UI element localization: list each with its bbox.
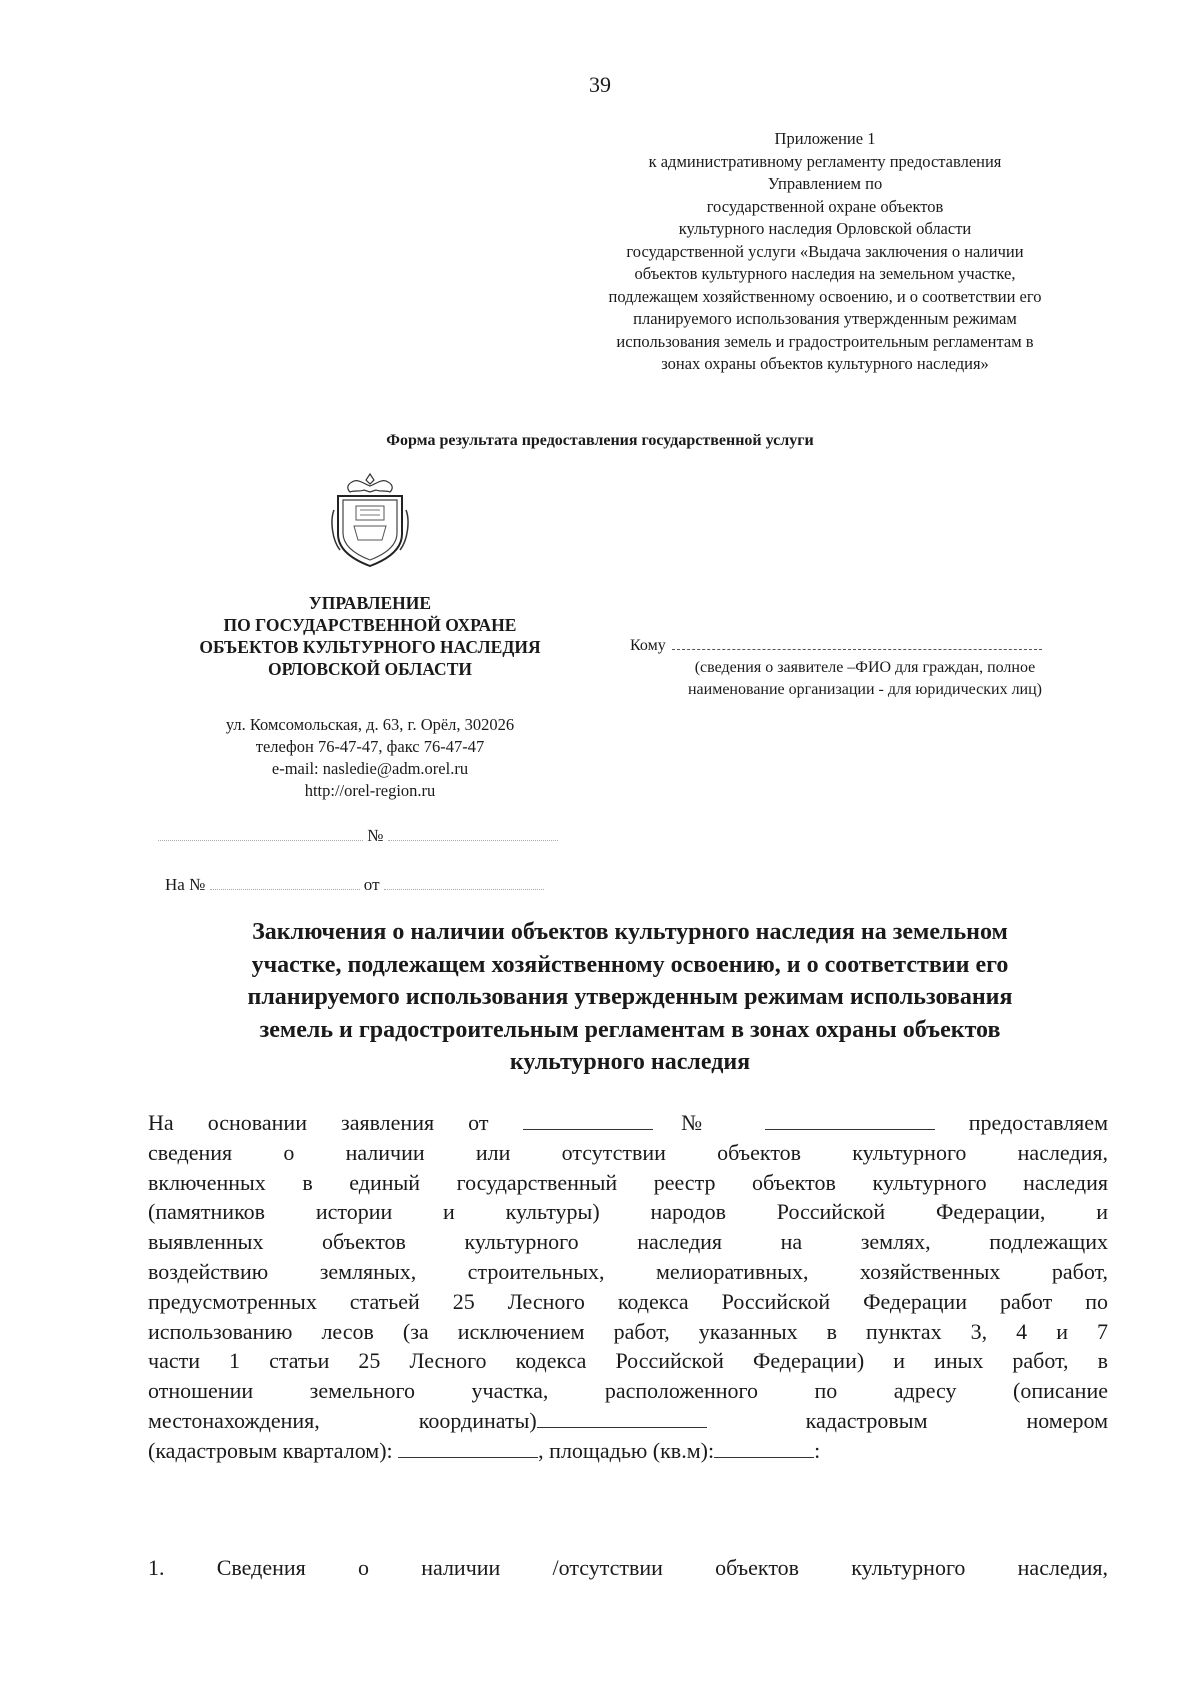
- organization-name-line: ПО ГОСУДАРСТВЕННОЙ ОХРАНЕ: [223, 615, 517, 635]
- coat-of-arms-icon: [330, 470, 410, 570]
- body-line: выявленных объектов культурного наследия на землях, подлежащих: [148, 1229, 1108, 1255]
- body-line: предусмотренных статьей 25 Лесного кодекса Российской Федерации работ по: [148, 1288, 1108, 1314]
- registration-line: [158, 826, 558, 846]
- area-blank[interactable]: [714, 1441, 814, 1458]
- recipient-note: наименование организации - для юридических лиц): [687, 681, 1043, 698]
- organization-name-line: ОРЛОВСКОЙ ОБЛАСТИ: [268, 659, 472, 679]
- title-line: культурного наследия: [509, 1049, 751, 1075]
- recipient-line: [630, 635, 1100, 657]
- address: ул. Комсомольская, д. 63, г. Орёл, 302026: [225, 715, 515, 734]
- appendix-line: объектов культурного наследия на земельном участке,: [634, 264, 1016, 283]
- title-line: земель и градостроительным регламентам в зонах охраны объектов: [259, 1016, 1001, 1043]
- appendix-line: государственной охране объектов: [706, 196, 944, 216]
- body-line: сведения о наличии или отсутствии объектов культурного наследия,: [148, 1139, 1108, 1165]
- body-line: использованию лесов (за исключением работ, указанных в пунктах 3, 4 и 7: [148, 1318, 1108, 1344]
- page-number: 39: [589, 72, 611, 97]
- number-sign: №: [367, 826, 384, 845]
- appendix-header: [560, 128, 1090, 376]
- form-caption: Форма результата предоставления государственной услуги: [386, 432, 814, 449]
- organization-name: [150, 592, 590, 680]
- number-blank[interactable]: [388, 826, 558, 841]
- organization-name-line: УПРАВЛЕНИЕ: [308, 593, 432, 613]
- body-line: включенных в единый государственный реестр объектов культурного наследия: [148, 1169, 1108, 1195]
- appendix-line: Приложение 1: [774, 129, 876, 148]
- body-line: (памятников истории и культуры) народов Российской Федерации, и: [148, 1199, 1108, 1225]
- from-label: от: [363, 875, 380, 894]
- appendix-line: государственной услуги «Выдача заключения о наличии: [626, 241, 1024, 261]
- appendix-line: культурного наследия Орловской области: [678, 219, 972, 238]
- recipient-blank[interactable]: [672, 635, 1042, 650]
- application-date-blank[interactable]: [523, 1113, 653, 1130]
- phone: телефон 76-47-47, факс 76-47-47: [255, 737, 485, 756]
- item-number: 1.: [148, 1555, 165, 1580]
- recipient-note: (сведения о заявителе –ФИО для граждан, полное: [694, 659, 1036, 676]
- appendix-line: подлежащем хозяйственному освоению, и о соответствии его: [608, 286, 1042, 306]
- body-line: отношении земельного участка, расположенного по адресу (описание: [148, 1378, 1108, 1404]
- appendix-line: планируемого использования утвержденным режимам: [633, 309, 1017, 328]
- date-blank[interactable]: [158, 826, 363, 841]
- organization-contacts: [150, 714, 590, 802]
- document-title: [170, 916, 1090, 1079]
- appendix-line: к административному регламенту предоставления: [648, 151, 1002, 171]
- ref-date-blank[interactable]: [384, 875, 544, 890]
- body-line: воздействию земляных, строительных, мелиоративных, хозяйственных работ,: [148, 1258, 1108, 1284]
- recipient-label: Кому: [630, 637, 666, 654]
- application-number-blank[interactable]: [765, 1113, 935, 1130]
- title-line: участке, подлежащем хозяйственному освоению, и о соответствии его: [251, 951, 1009, 978]
- title-line: Заключения о наличии объектов культурного наследия на земельном: [252, 919, 1008, 945]
- reference-line: [165, 875, 544, 895]
- item-text: Сведения о наличии /отсутствии объектов культурного наследия,: [216, 1555, 1108, 1580]
- appendix-line: зонах охраны объектов культурного наследия»: [661, 354, 989, 373]
- cadastral-blank[interactable]: [398, 1441, 538, 1458]
- recipient-block: [630, 635, 1100, 701]
- list-item: [148, 1555, 1108, 1585]
- website: http://orel-region.ru: [304, 781, 436, 800]
- body-line: части 1 статьи 25 Лесного кодекса Российской Федерации) и иных работ, в: [148, 1348, 1108, 1374]
- na-label: На №: [165, 875, 206, 894]
- appendix-line: использования земель и градостроительным регламентам в: [616, 331, 1034, 351]
- email: e-mail: nasledie@adm.orel.ru: [271, 759, 469, 778]
- body-line: На основании заявления от № предоставляем: [148, 1110, 1108, 1135]
- title-line: планируемого использования утвержденным режимам использования: [247, 984, 1013, 1010]
- appendix-line: Управлением по: [767, 174, 883, 193]
- ref-number-blank[interactable]: [210, 875, 360, 890]
- location-blank[interactable]: [537, 1411, 707, 1428]
- body-paragraph: [148, 1108, 1108, 1466]
- body-line: (кадастровым кварталом): , площадью (кв.м): :: [148, 1437, 821, 1463]
- body-line: местонахождения, координаты) кадастровым номером: [148, 1407, 1108, 1433]
- organization-name-line: ОБЪЕКТОВ КУЛЬТУРНОГО НАСЛЕДИЯ: [199, 637, 541, 657]
